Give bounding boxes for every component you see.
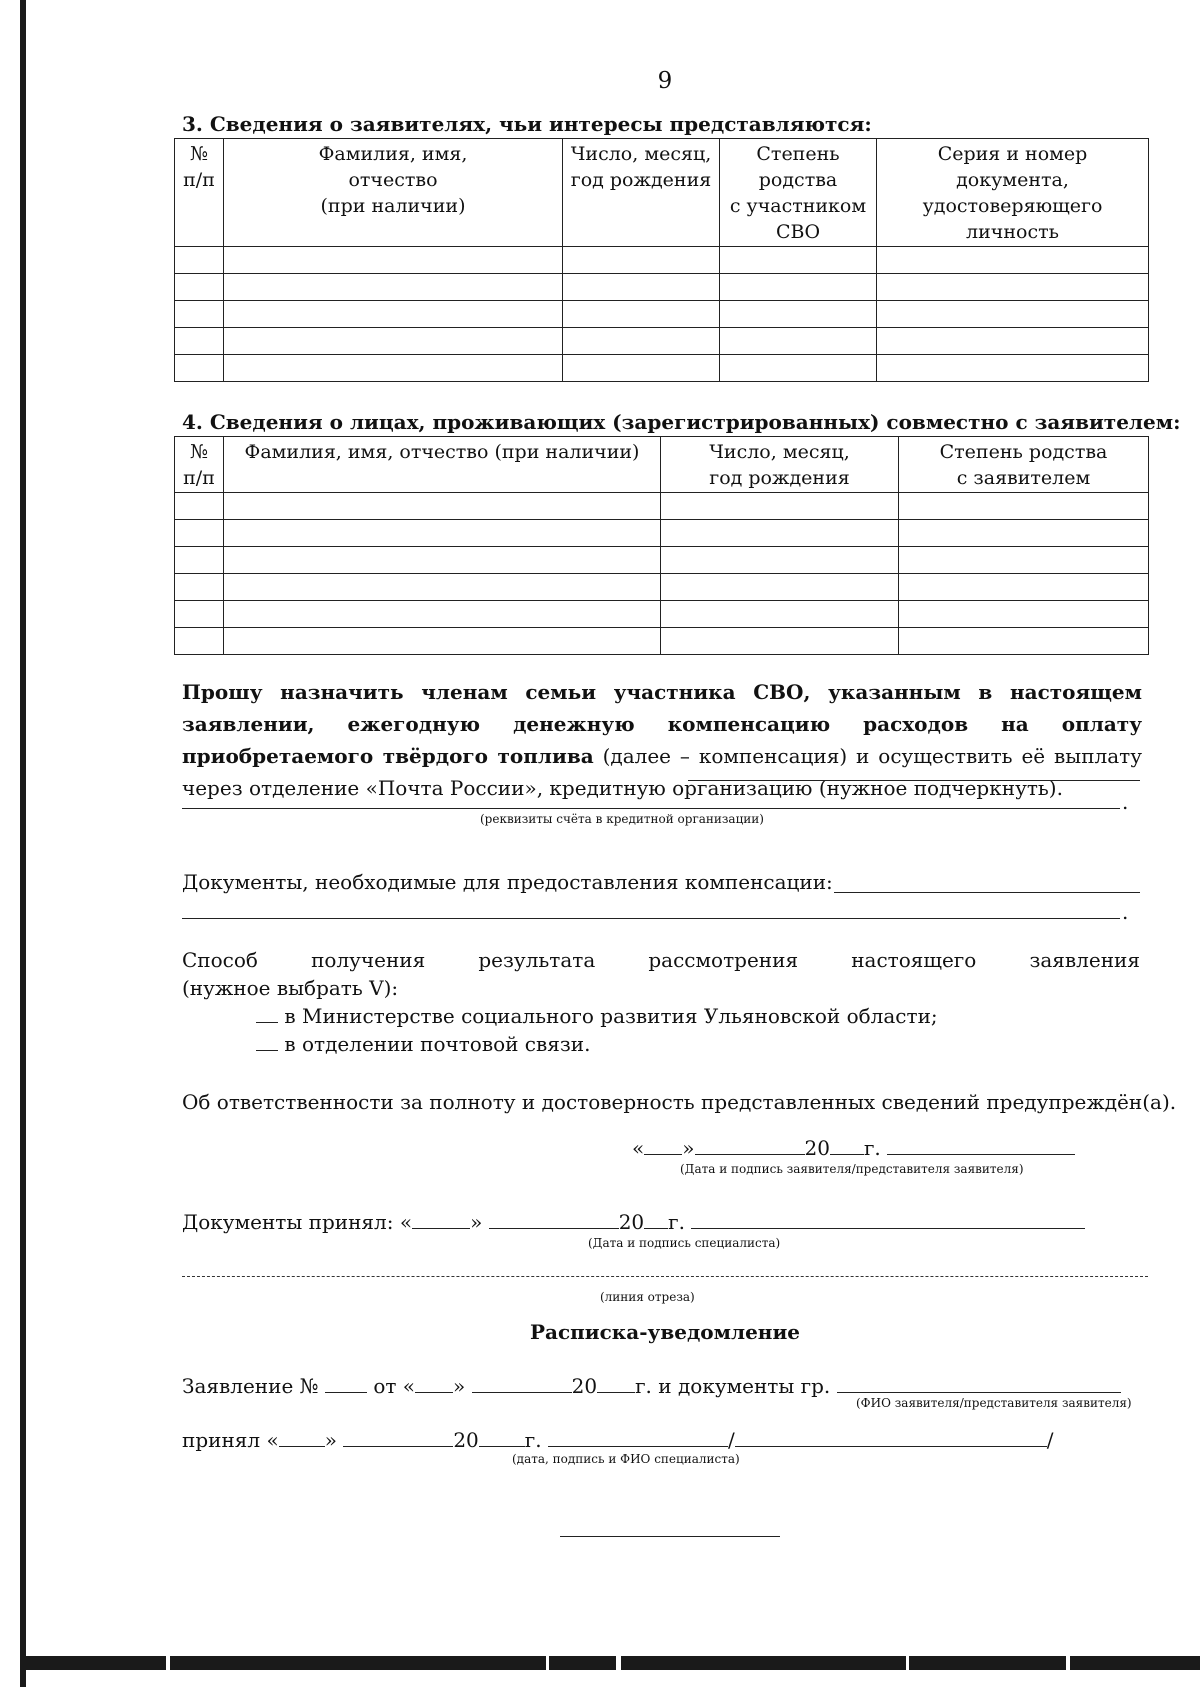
table-row [175,601,1149,628]
month-field[interactable] [343,1428,453,1447]
table-cell[interactable] [899,628,1149,655]
table-row [175,328,1149,355]
table-cell[interactable] [175,274,224,301]
table-cell[interactable] [899,493,1149,520]
receipt-line-1: Заявление № от « » 20 г. и документы гр. [182,1374,1121,1398]
col-header-fullname: Фамилия, имя, отчество (при наличии) [224,139,563,247]
specialist-caption: (дата, подпись и ФИО специалиста) [512,1452,740,1466]
applicant-sign-caption: (Дата и подпись заявителя/представителя заявителя) [680,1162,1024,1176]
section4-title: 4. Сведения о лицах, проживающих (зарегистрированных) совместно с заявителем: [182,410,1181,434]
specialist-name-field[interactable] [735,1428,1047,1447]
table-row [175,628,1149,655]
method-hint: (нужное выбрать V): [182,976,399,1000]
month-field[interactable] [489,1210,619,1229]
table-cell[interactable] [175,493,224,520]
account-details-caption: (реквизиты счёта в кредитной организации) [480,812,764,826]
cut-line-caption: (линия отреза) [600,1290,695,1304]
table-cell[interactable] [899,520,1149,547]
page-number: 9 [657,68,673,94]
table-cell[interactable] [224,247,563,274]
table-cell[interactable] [899,601,1149,628]
closing-separator [560,1536,780,1537]
accepted-caption: (Дата и подпись специалиста) [588,1236,781,1250]
col-header-kinship: Степень родства с заявителем [899,437,1149,493]
option-post-office[interactable]: в отделении почтовой связи. [256,1032,590,1056]
month-field[interactable] [472,1374,572,1393]
table-cell[interactable] [175,601,224,628]
documents-field-1[interactable] [834,892,1140,893]
col-header-birthdate: Число, месяц, год рождения [563,139,720,247]
table-cell[interactable] [877,274,1149,301]
credit-org-field[interactable] [688,780,1140,781]
year-field[interactable] [830,1136,864,1155]
table-cell[interactable] [224,601,661,628]
col-header-number: № п/п [175,437,224,493]
option-post-checkbox[interactable] [256,1032,278,1051]
application-number-field[interactable] [325,1374,367,1393]
table-cell[interactable] [877,328,1149,355]
scan-bottom-border [26,1656,1200,1670]
scan-left-border [20,0,26,1687]
table-cell[interactable] [224,274,563,301]
responsibility-statement: Об ответственности за полноту и достоверность представленных сведений предупреждён(а). [182,1090,1177,1114]
documents-label: Документы, необходимые для предоставления компенсации: [182,870,833,894]
cut-line [182,1276,1148,1277]
table-cell[interactable] [563,355,720,382]
table-row [175,493,1149,520]
request-bold-text: Прошу назначить членам семьи участника СВО, указанным в настоящем заявлении, ежегодную денежную компенсацию расходов на оплату приобретаемого твёрдого топлива [182,680,1142,768]
applicant-date-sign: « » 20 г. [632,1136,1075,1160]
table-cell[interactable] [175,574,224,601]
col-header-fullname: Фамилия, имя, отчество (при наличии) [224,437,661,493]
col-header-kinship: Степень родства с участником СВО [720,139,877,247]
table-cell[interactable] [224,547,661,574]
specialist-signature-field[interactable] [548,1428,728,1447]
day-field[interactable] [279,1428,325,1447]
table-cell[interactable] [563,328,720,355]
table-cell[interactable] [175,628,224,655]
table-cell[interactable] [224,355,563,382]
table-cell[interactable] [661,520,899,547]
table-cell[interactable] [661,493,899,520]
table-cell[interactable] [877,355,1149,382]
account-details-field[interactable] [182,808,1120,809]
table-cell[interactable] [899,574,1149,601]
receipt-title: Расписка-уведомление [529,1320,801,1344]
day-field[interactable] [412,1210,470,1229]
day-field[interactable] [644,1136,682,1155]
table-row [175,274,1149,301]
table-cell[interactable] [720,328,877,355]
cohabitants-table [174,436,1149,655]
table-cell[interactable] [563,247,720,274]
option-ministry-checkbox[interactable] [256,1004,278,1023]
applicant-name-caption: (ФИО заявителя/представителя заявителя) [856,1396,1132,1410]
month-field[interactable] [695,1136,805,1155]
table-cell[interactable] [661,547,899,574]
applicant-name-field[interactable] [837,1374,1121,1393]
year-field[interactable] [479,1428,525,1447]
table-cell[interactable] [877,247,1149,274]
specialist-signature-field[interactable] [691,1210,1085,1229]
table-cell[interactable] [224,493,661,520]
table-cell[interactable] [720,301,877,328]
table-row [175,520,1149,547]
table-cell[interactable] [899,547,1149,574]
col-header-number: № п/п [175,139,224,247]
year-field[interactable] [644,1210,668,1229]
col-header-birthdate: Число, месяц, год рождения [661,437,899,493]
method-line: Способ получения результата рассмотрения настоящего заявления [182,948,1140,972]
table-row [175,355,1149,382]
table-header-row [175,437,1149,493]
table-cell[interactable] [661,601,899,628]
table-cell[interactable] [224,328,563,355]
request-paragraph [182,676,1142,804]
table-cell[interactable] [720,274,877,301]
table-cell[interactable] [175,520,224,547]
table-cell[interactable] [877,301,1149,328]
accepted-line: Документы принял: « » 20 г. [182,1210,1085,1234]
table-cell[interactable] [175,547,224,574]
table-cell[interactable] [224,628,661,655]
table-cell[interactable] [720,355,877,382]
table-cell[interactable] [175,355,224,382]
year-field[interactable] [597,1374,635,1393]
table-cell[interactable] [175,301,224,328]
table-cell[interactable] [224,574,661,601]
table-cell[interactable] [563,301,720,328]
documents-field-2[interactable] [182,918,1120,919]
applicants-table [174,138,1149,382]
option-ministry[interactable]: в Министерстве социального развития Ульяновской области; [256,1004,938,1028]
table-row [175,247,1149,274]
table-cell[interactable] [661,574,899,601]
receipt-line-2: принял « » 20 г. / / [182,1428,1054,1452]
day-field[interactable] [415,1374,453,1393]
applicant-signature-field[interactable] [887,1136,1075,1155]
table-cell[interactable] [720,247,877,274]
table-cell[interactable] [224,520,661,547]
table-row [175,574,1149,601]
table-cell[interactable] [661,628,899,655]
table-cell[interactable] [563,274,720,301]
table-cell[interactable] [175,247,224,274]
table-row [175,301,1149,328]
table-header-row [175,139,1149,247]
table-cell[interactable] [224,301,563,328]
request-normal-text: (далее – компенсация) и осуществить её выплату через отделение «Почта России», кредитную организацию (нужное подчеркнуть). [182,744,1142,800]
table-row [175,547,1149,574]
table-cell[interactable] [175,328,224,355]
section3-title: 3. Сведения о заявителях, чьи интересы представляются: [182,112,872,136]
col-header-id-document: Серия и номер документа, удостоверяющего личность [877,139,1149,247]
